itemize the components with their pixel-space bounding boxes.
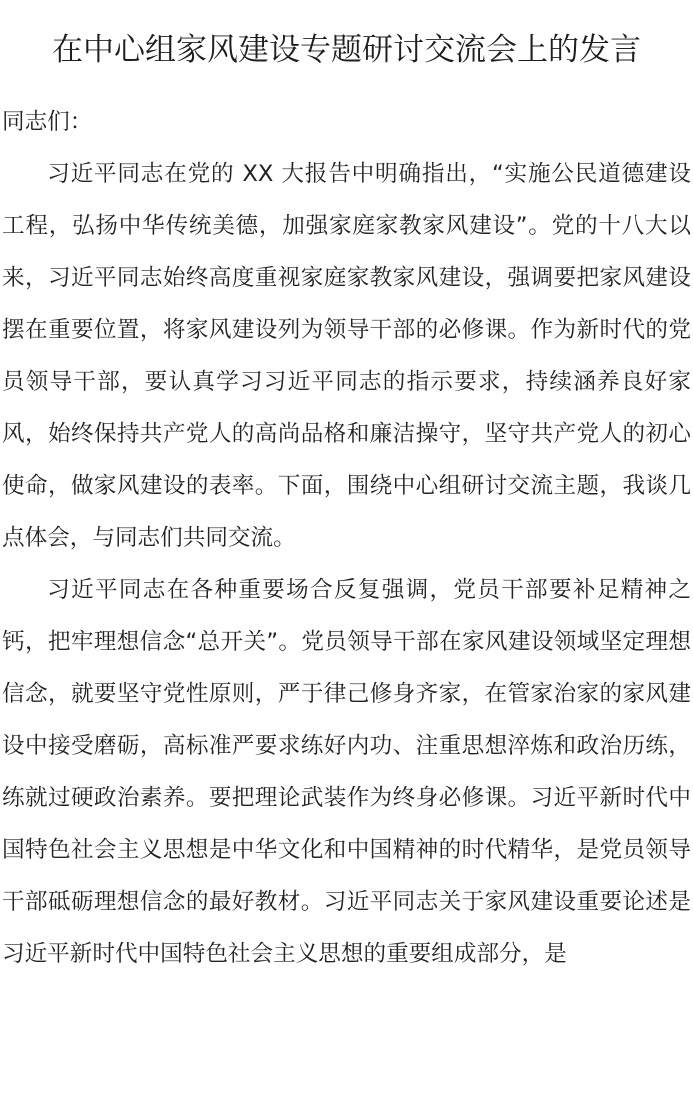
salutation: 同志们：	[2, 109, 93, 135]
document-title: 在中心组家风建设专题研讨交流会上的发言	[52, 32, 641, 68]
document-body	[2, 96, 691, 980]
paragraph: 习近平同志在党的 XX 大报告中明确指出，“实施公民道德建设工程，弘扬中华传统美德，加强家庭家教家风建设”。党的十八大以来，习近平同志始终高度重视家庭家教家风建设，强调要把家风建设摆在重要位置，将家风建设列为领导干部的必修课。作为新时代的党员领导干部，要认真学习习近平同志的指示要求，持续涵养良好家风，始终保持共产党人的高尚品格和廉洁操守，坚守共产党人的初心使命，做家风建设的表率。下面，围绕中心组研讨交流主题，我谈几点体会，与同志们共同交流。	[2, 161, 691, 551]
paragraph: 习近平同志在各种重要场合反复强调，党员干部要补足精神之钙，把牢理想信念“总开关”。党员领导干部在家风建设领域坚定理想信念，就要坚守党性原则，严于律己修身齐家，在管家治家的家风建设中接受磨砺，高标准严要求练好内功、注重思想淬炼和政治历练，练就过硬政治素养。要把理论武装作为终身必修课。习近平新时代中国特色社会主义思想是中华文化和中国精神的时代精华，是党员领导干部砥砺理想信念的最好教材。习近平同志关于家风建设重要论述是习近平新时代中国特色社会主义思想的重要组成部分，是	[2, 577, 691, 967]
